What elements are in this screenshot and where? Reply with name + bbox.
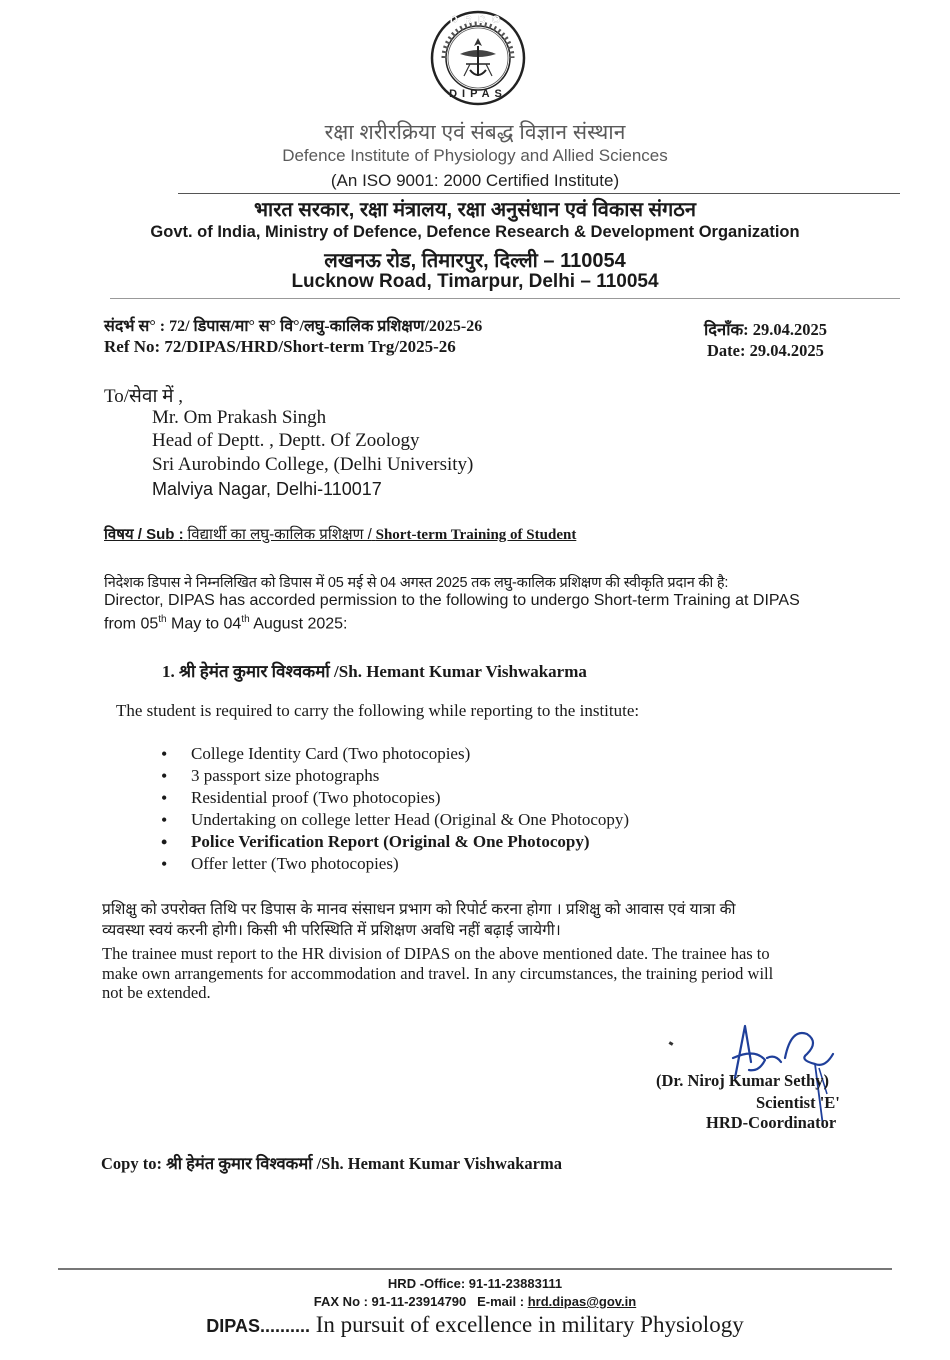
instructions-hindi-line1: प्रशिक्षु को उपरोक्त तिथि पर डिपास के मानव संसाधन प्रभाग को रिपोर्ट करना होगा । प्रशिक्षु को आवास एवं यात्रा की [102, 901, 736, 918]
signatory-role: HRD-Coordinator [706, 1113, 837, 1132]
motto-prefix: DIPAS.......... [206, 1316, 310, 1336]
institute-name-english: Defence Institute of Physiology and Allied Sciences [282, 146, 668, 165]
addressee-name: Mr. Om Prakash Singh [152, 407, 327, 428]
footer-fax-email [0, 1294, 950, 1309]
instructions-english-line2: make own arrangements for accommodation and travel. In any circumstances, the training period will [102, 964, 774, 983]
permission-text-english-line1: Director, DIPAS has accorded permission to the following to undergo Short-term Training at DIPAS [104, 592, 800, 609]
addressee-designation: Head of Deptt. , Deptt. Of Zoology [152, 430, 420, 451]
footer-motto [0, 1312, 950, 1338]
permission-text-english-line2 [104, 614, 348, 633]
list-item: • Undertaking on college letter Head (Original & One Photocopy) [161, 809, 761, 831]
to-label: To/सेवा में , [104, 386, 183, 407]
reference-number-hindi: संदर्भ स° : 72/ डिपास/मा° स° वि°/लघु-कालिक प्रशिक्षण/2025-26 [104, 318, 483, 335]
requirements-list [161, 743, 761, 875]
list-item: • College Identity Card (Two photocopies) [161, 743, 761, 765]
addressee-location: Malviya Nagar, Delhi-110017 [152, 479, 382, 499]
list-item: • Offer letter (Two photocopies) [161, 853, 761, 875]
subject-line [104, 524, 576, 544]
period-end: August 2025: [249, 615, 348, 633]
list-item: • 3 passport size photographs [161, 765, 761, 787]
footer-email-label: E-mail : [477, 1294, 525, 1309]
list-item: • Police Verification Report (Original & One Photocopy) [161, 831, 761, 853]
instructions-english-line3: not be extended. [102, 983, 211, 1002]
institute-name-hindi: रक्षा शरीरक्रिया एवं संबद्ध विज्ञान संस्थान [324, 121, 626, 144]
logo-top-text: DRDO [449, 14, 507, 26]
addressee-college: Sri Aurobindo College, (Delhi University) [152, 454, 474, 475]
list-item: • Residential proof (Two photocopies) [161, 787, 761, 809]
logo-bottom-text: DIPAS [449, 88, 507, 100]
instructions-hindi-line2: व्यवस्था स्वयं करनी होगी। किसी भी परिस्थिति में प्रशिक्षण अवधि नहीं बढ़ाई जायेगी। [102, 922, 561, 939]
subject-text-hindi: विद्यार्थी का लघु-कालिक प्रशिक्षण / [187, 526, 372, 543]
signatory-name: (Dr. Niroj Kumar Sethy) [656, 1071, 829, 1090]
govt-line-english: Govt. of India, Ministry of Defence, Defence Research & Development Organization [150, 223, 800, 241]
copy-to: Copy to: श्री हेमंत कुमार विश्वकर्मा /Sh. Hemant Kumar Vishwakarma [101, 1154, 562, 1173]
requirements-intro: The student is required to carry the following while reporting to the institute: [116, 701, 640, 720]
student-name: 1. श्री हेमंत कुमार विश्वकर्मा /Sh. Hemant Kumar Vishwakarma [162, 662, 587, 681]
header-divider [178, 193, 900, 194]
instructions-english-line1: The trainee must report to the HR division of DIPAS on the above mentioned date. The trainee has to [102, 944, 770, 963]
period-to: May to 04 [166, 615, 242, 633]
ordinal-suffix: th [158, 614, 167, 625]
pen-mark [669, 1041, 674, 1046]
address-english: Lucknow Road, Timarpur, Delhi – 110054 [291, 271, 659, 292]
footer-divider [58, 1268, 892, 1270]
iso-certification: (An ISO 9001: 2000 Certified Institute) [330, 171, 620, 190]
date-hindi: दिनाँक: 29.04.2025 [704, 320, 828, 339]
footer-office-phone: HRD -Office: 91-11-23883111 [387, 1276, 563, 1291]
address-hindi: लखनऊ रोड, तिमारपुर, दिल्ली – 110054 [324, 250, 626, 272]
motto-text: In pursuit of excellence in military Physiology [309, 1312, 744, 1337]
date-english: Date: 29.04.2025 [707, 341, 824, 360]
header-bottom-divider [110, 298, 900, 299]
footer-email-link[interactable]: hrd.dipas@gov.in [527, 1294, 637, 1309]
permission-text-hindi: निदेशक डिपास ने निम्नलिखित को डिपास में 05 मई से 04 अगस्त 2025 तक लघु-कालिक प्रशिक्षण की स्वीकृति प्रदान की है: [104, 575, 729, 591]
footer-fax: FAX No : 91-11-23914790 [313, 1294, 467, 1309]
signatory-title: Scientist 'E' [756, 1093, 840, 1112]
period-from: from 05 [104, 615, 159, 633]
govt-line-hindi: भारत सरकार, रक्षा मंत्रालय, रक्षा अनुसंधान एवं विकास संगठन [253, 199, 697, 221]
subject-label: विषय / Sub : [104, 526, 184, 543]
drdo-dipas-logo [430, 10, 526, 106]
reference-number-english: Ref No: 72/DIPAS/HRD/Short-term Trg/2025-26 [104, 337, 456, 356]
ordinal-suffix: th [241, 614, 250, 625]
subject-text-english: Short-term Training of Student [375, 527, 577, 543]
